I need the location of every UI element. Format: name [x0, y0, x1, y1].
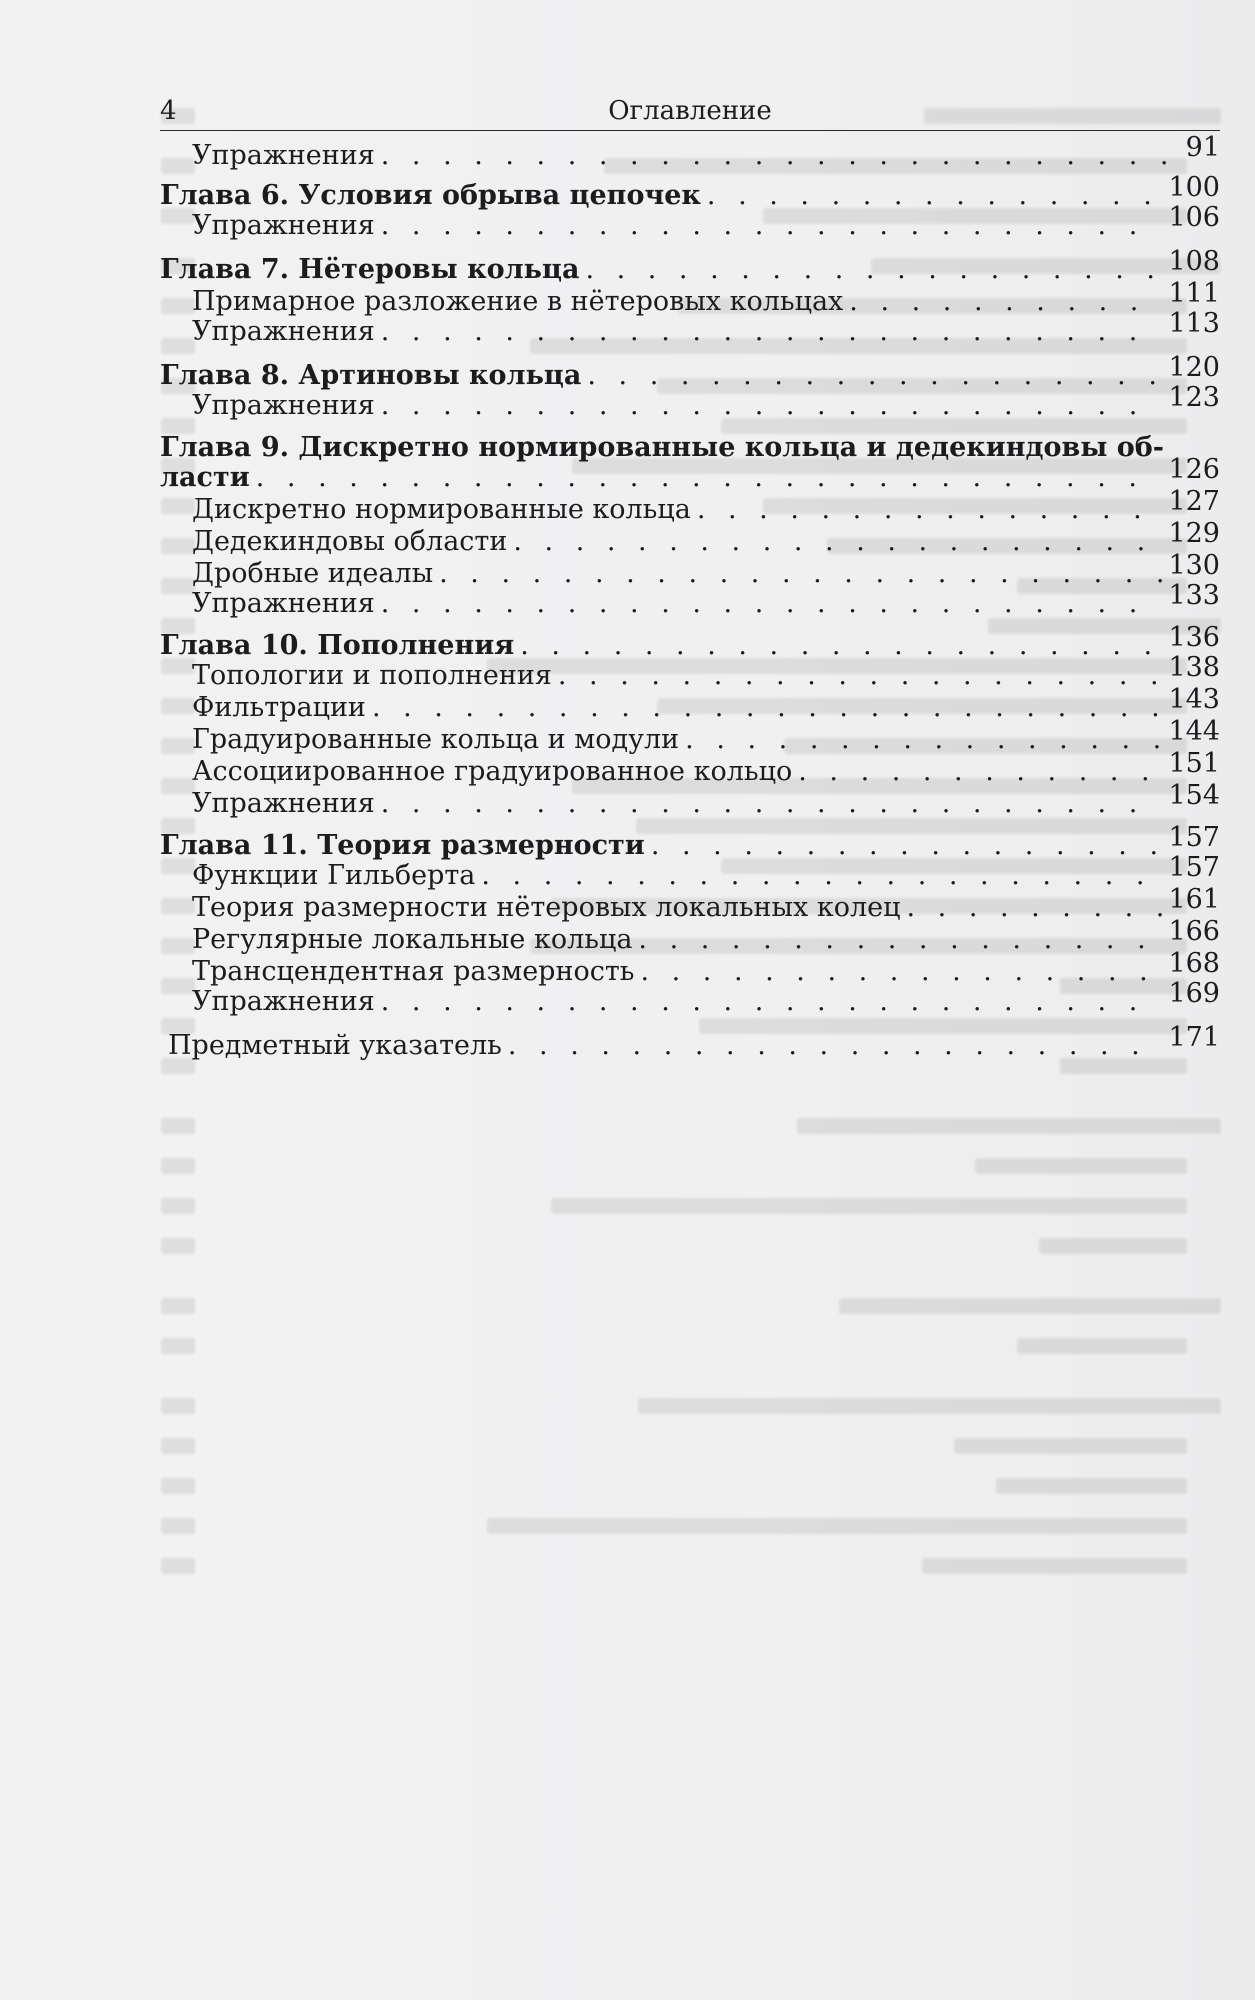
toc-entry-page: 127 [1168, 486, 1220, 517]
toc-entry-title: Предметный указатель [168, 1030, 502, 1061]
toc-entry-title: Глава 6. Условия обрыва цепочек [160, 180, 701, 211]
toc-entry-page: 91 [1185, 132, 1220, 163]
toc-dot-leader [587, 360, 1162, 392]
toc-dot-leader [520, 630, 1162, 662]
page-number: 4 [160, 96, 177, 126]
toc-entry-page: 108 [1168, 246, 1220, 277]
toc-chapter-entry [160, 172, 1220, 212]
toc-section-entry [160, 580, 1220, 620]
toc-entry-title: Ассоциированное градуированное кольцо [192, 756, 793, 787]
toc-dot-leader [381, 390, 1163, 422]
toc-section-entry [160, 278, 1220, 318]
toc-dot-leader [707, 180, 1163, 212]
show-through-number [161, 1298, 195, 1314]
toc-entry-page: 144 [1168, 716, 1220, 747]
toc-section-entry [160, 382, 1220, 422]
toc-dot-leader [381, 788, 1163, 820]
toc-entry-page: 171 [1168, 1022, 1220, 1053]
show-through-number [161, 1158, 195, 1174]
toc-dot-leader [697, 494, 1163, 526]
toc-dot-leader [651, 830, 1163, 862]
toc-section-entry [160, 202, 1220, 242]
toc-entry-page: 129 [1168, 518, 1220, 549]
show-through-line [797, 1118, 1221, 1134]
toc-entry-title: Дедекиндовы области [192, 526, 508, 557]
toc-entry-title: Глава 8. Артиновы кольца [160, 360, 582, 391]
toc-dot-leader [481, 860, 1162, 892]
toc-section-entry [160, 550, 1220, 590]
toc-entry-page: 130 [1168, 550, 1220, 581]
toc-entry-page: 161 [1168, 884, 1220, 915]
toc-chapter-entry [160, 622, 1220, 662]
toc-dot-leader [906, 892, 1162, 924]
toc-section-entry [160, 852, 1220, 892]
toc-entry-page: 120 [1168, 352, 1220, 383]
toc-entry-page: 100 [1168, 172, 1220, 203]
toc-dot-leader [381, 588, 1163, 620]
toc-section-entry [160, 716, 1220, 756]
toc-entry-title: Упражнения [192, 588, 375, 619]
show-through-line [954, 1438, 1187, 1454]
toc-section-entry [160, 916, 1220, 956]
show-through-line [1039, 1238, 1187, 1254]
toc-section-entry [160, 948, 1220, 988]
show-through-number [161, 1198, 195, 1214]
toc-dot-leader [439, 558, 1162, 590]
toc-chapter-entry [160, 352, 1220, 392]
show-through-number [161, 1558, 195, 1574]
toc-chapter-entry [160, 432, 1220, 464]
toc-chapter-entry [160, 454, 1220, 494]
show-through-line [839, 1298, 1221, 1314]
toc-entry-title: Регулярные локальные кольца [192, 924, 633, 955]
toc-dot-leader [513, 526, 1162, 558]
toc-entry-title: ласти [160, 462, 250, 493]
toc-dot-leader [381, 986, 1163, 1018]
toc-entry-page: 123 [1168, 382, 1220, 413]
toc-entry-title: Дискретно нормированные кольца [192, 494, 691, 525]
toc-entry-page: 169 [1168, 978, 1220, 1009]
toc-entry-page: 157 [1168, 822, 1220, 853]
running-title: Оглавление [608, 96, 772, 126]
toc-entry-title: Упражнения [192, 390, 375, 421]
toc-entry-title: Упражнения [192, 986, 375, 1017]
toc-entry-title: Теория размерности нётеровых локальных колец [192, 892, 901, 923]
toc-entry-title: Глава 7. Нётеровы кольца [160, 254, 580, 285]
show-through-number [161, 1478, 195, 1494]
toc-entry-page: 126 [1168, 454, 1220, 485]
toc-dot-leader [685, 724, 1162, 756]
toc-dot-leader [381, 316, 1163, 348]
show-through-line [551, 1198, 1187, 1214]
toc-entry-page: 113 [1168, 308, 1220, 339]
toc-dot-leader [508, 1030, 1163, 1062]
toc-entry-title: Фильтрации [192, 692, 366, 723]
toc-section-entry [160, 652, 1220, 692]
toc-entry-title: Упражнения [192, 788, 375, 819]
toc-section-entry [160, 486, 1220, 526]
toc-entry-title: Глава 11. Теория размерности [160, 830, 645, 861]
toc-entry-title: Функции Гильберта [192, 860, 476, 891]
toc-chapter-entry [160, 246, 1220, 286]
show-through-number [161, 1338, 195, 1354]
show-through-line [638, 1398, 1221, 1414]
toc-section-entry [160, 780, 1220, 820]
toc-dot-leader [849, 286, 1162, 318]
toc-section-entry [160, 518, 1220, 558]
toc-index-entry [160, 1022, 1220, 1062]
toc-entry-page: 157 [1168, 852, 1220, 883]
show-through-number [161, 1438, 195, 1454]
toc-dot-leader [256, 462, 1163, 494]
toc-entry-title: Упражнения [192, 140, 375, 171]
toc-section-entry [160, 308, 1220, 348]
toc-dot-leader [585, 254, 1162, 286]
toc-entry-title: Градуированные кольца и модули [192, 724, 680, 755]
toc-entry-title: Глава 10. Пополнения [160, 630, 515, 661]
toc-section-entry [160, 978, 1220, 1018]
toc-dot-leader [558, 660, 1163, 692]
toc-dot-leader [381, 140, 1180, 172]
toc-entry-title: Примарное разложение в нётеровых кольцах [192, 286, 844, 317]
toc-entry-title: Трансцендентная размерность [192, 956, 635, 987]
toc-dot-leader [640, 956, 1162, 988]
toc-dot-leader [372, 692, 1163, 724]
toc-dot-leader [638, 924, 1162, 956]
show-through-number [161, 1238, 195, 1254]
show-through-number [161, 1518, 195, 1534]
toc-entry-page: 106 [1168, 202, 1220, 233]
show-through-line [975, 1158, 1187, 1174]
toc-chapter-entry [160, 822, 1220, 862]
toc-entry-page: 133 [1168, 580, 1220, 611]
toc-entry-page: 111 [1168, 278, 1220, 309]
toc-entry-title: Дробные идеалы [192, 558, 434, 589]
show-through-line [922, 1558, 1187, 1574]
toc-section-entry [160, 884, 1220, 924]
toc-section-entry [160, 132, 1220, 172]
toc-dot-leader [381, 210, 1163, 242]
toc-entry-title: Упражнения [192, 316, 375, 347]
toc-entry-page: 143 [1168, 684, 1220, 715]
toc-entry-page: 138 [1168, 652, 1220, 683]
toc-entry-page: 168 [1168, 948, 1220, 979]
toc-section-entry [160, 748, 1220, 788]
toc-entry-page: 154 [1168, 780, 1220, 811]
show-through-line [1017, 1338, 1187, 1354]
show-through-line [487, 1518, 1187, 1534]
toc-entry-title: Глава 9. Дискретно нормированные кольца и дедекиндовы об- [160, 432, 1165, 463]
show-through-number [161, 1398, 195, 1414]
show-through-line [996, 1478, 1187, 1494]
toc-section-entry [160, 684, 1220, 724]
toc-entry-title: Упражнения [192, 210, 375, 241]
toc-entry-page: 136 [1168, 622, 1220, 653]
toc-entry-page: 151 [1168, 748, 1220, 779]
toc-dot-leader [798, 756, 1162, 788]
show-through-number [161, 1118, 195, 1134]
toc-entry-page: 166 [1168, 916, 1220, 947]
toc-entry-title: Топологии и пополнения [192, 660, 552, 691]
page-header [160, 92, 1220, 131]
